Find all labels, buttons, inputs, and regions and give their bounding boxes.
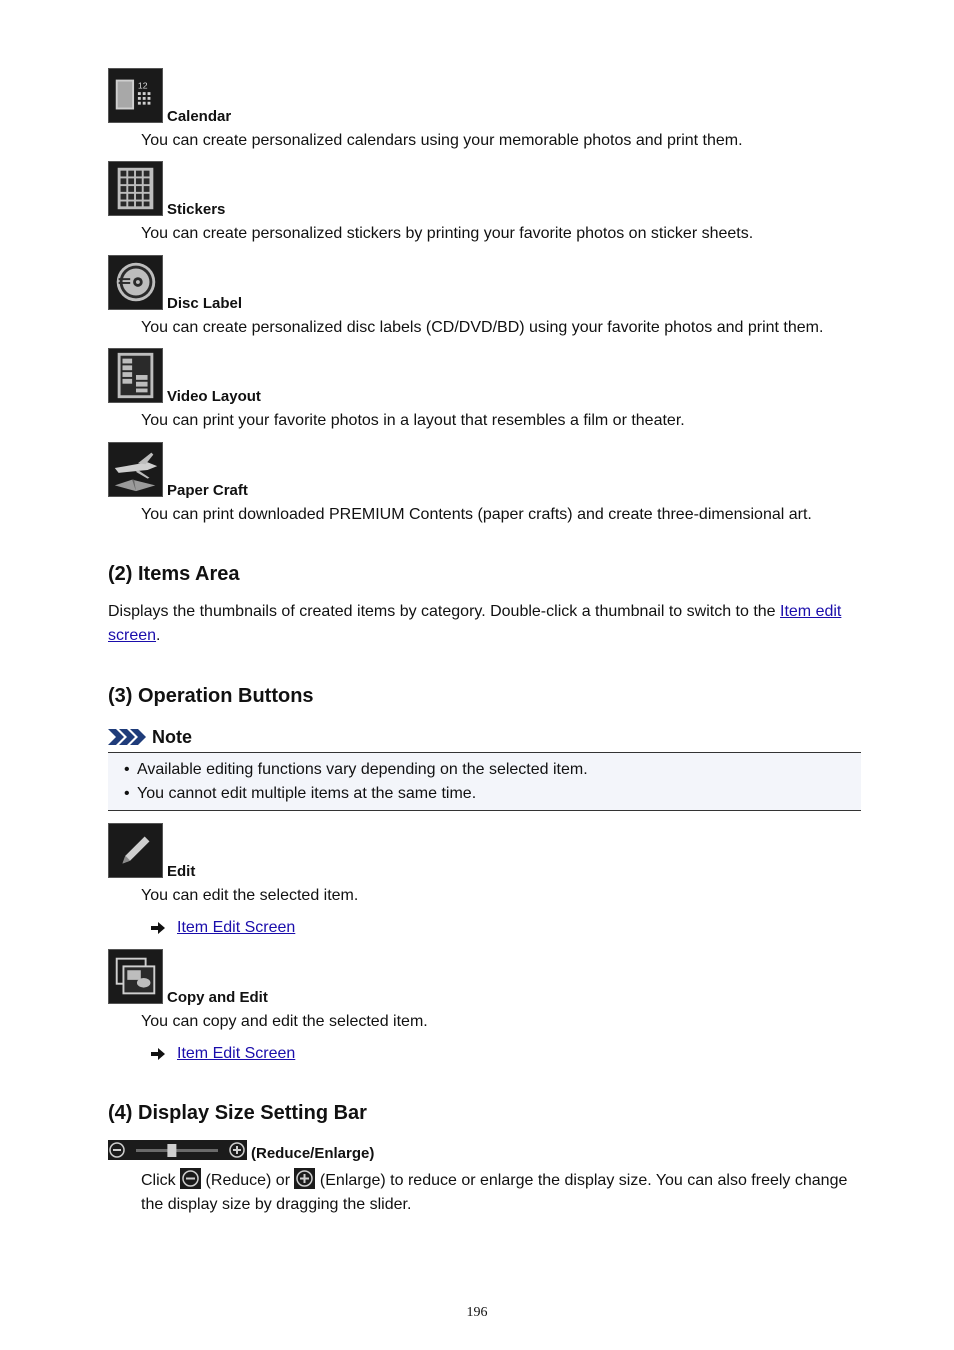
stickers-icon xyxy=(108,161,163,216)
calendar-title: Calendar xyxy=(167,108,232,125)
item-edit-screen-link[interactable]: Item edit screen xyxy=(108,603,842,644)
video-layout-title: Video Layout xyxy=(167,388,261,405)
video-layout-desc: You can print your favorite photos in a layout that resembles a film or theater. xyxy=(141,412,685,429)
paper-craft-desc: You can print downloaded PREMIUM Contents (paper crafts) and create three-dimensional art. xyxy=(141,506,812,523)
video-layout-icon xyxy=(108,348,163,403)
bullet: • xyxy=(124,785,130,802)
note-header xyxy=(108,726,192,748)
note-item xyxy=(124,760,588,780)
page-number: 196 xyxy=(466,1305,488,1320)
operation-buttons-heading: (3) Operation Buttons xyxy=(108,685,314,707)
arrow-right-icon xyxy=(151,1048,165,1060)
display-size-paragraph xyxy=(141,1168,856,1217)
note-title: Note xyxy=(152,727,192,747)
disc-label-title: Disc Label xyxy=(167,295,243,312)
display-size-heading: (4) Display Size Setting Bar xyxy=(108,1102,367,1124)
edit-desc: You can edit the selected item. xyxy=(141,887,359,904)
items-area-text-end: . xyxy=(156,627,161,644)
bullet: • xyxy=(124,761,130,778)
arrow-right-icon xyxy=(151,922,165,934)
copy-edit-link-row xyxy=(151,1044,295,1064)
note-box xyxy=(108,752,861,811)
calendar-icon xyxy=(108,68,163,123)
note-item xyxy=(124,784,476,804)
stickers-title: Stickers xyxy=(167,201,226,218)
paper-craft-icon xyxy=(108,442,163,497)
display-size-text: Click xyxy=(141,1172,181,1189)
reduce-enlarge-label: (Reduce/Enlarge) xyxy=(251,1145,375,1162)
slider-thumb xyxy=(167,1144,176,1157)
note-text: Available editing functions vary depending on the selected item. xyxy=(137,761,588,778)
display-size-text: (Reduce) or xyxy=(201,1172,295,1189)
calendar-desc: You can create personalized calendars using your memorable photos and print them. xyxy=(141,132,743,149)
copy-and-edit-desc: You can copy and edit the selected item. xyxy=(141,1013,428,1030)
note-chevrons-icon xyxy=(108,729,146,745)
edit-pencil-icon xyxy=(108,823,163,878)
item-edit-screen-link[interactable]: Item Edit Screen xyxy=(177,1045,296,1062)
items-area-paragraph xyxy=(108,600,858,648)
disc-label-desc: You can create personalized disc labels (CD/DVD/BD) using your favorite photos and print them. xyxy=(141,319,824,336)
display-size-slider xyxy=(108,1140,247,1160)
disc-label-icon xyxy=(108,255,163,310)
item-edit-screen-link[interactable]: Item Edit Screen xyxy=(177,919,296,936)
enlarge-icon xyxy=(294,1168,315,1189)
copy-and-edit-title: Copy and Edit xyxy=(167,989,268,1006)
svg-text:12: 12 xyxy=(137,80,148,91)
reduce-icon xyxy=(180,1168,201,1189)
edit-link-row xyxy=(151,918,295,938)
items-area-text: Displays the thumbnails of created items by category. Double-click a thumbnail to switch to the xyxy=(108,603,781,620)
display-size-text: the display size by dragging the slider. xyxy=(141,1196,412,1213)
stickers-desc: You can create personalized stickers by printing your favorite photos on sticker sheets. xyxy=(141,225,754,242)
edit-title: Edit xyxy=(167,863,196,880)
paper-craft-title: Paper Craft xyxy=(167,482,248,499)
copy-and-edit-icon xyxy=(108,949,163,1004)
items-area-heading: (2) Items Area xyxy=(108,563,240,585)
note-text: You cannot edit multiple items at the same time. xyxy=(137,785,477,802)
display-size-text: (Enlarge) to reduce or enlarge the display size. You can also freely change xyxy=(315,1172,848,1189)
slider-track xyxy=(136,1149,218,1152)
